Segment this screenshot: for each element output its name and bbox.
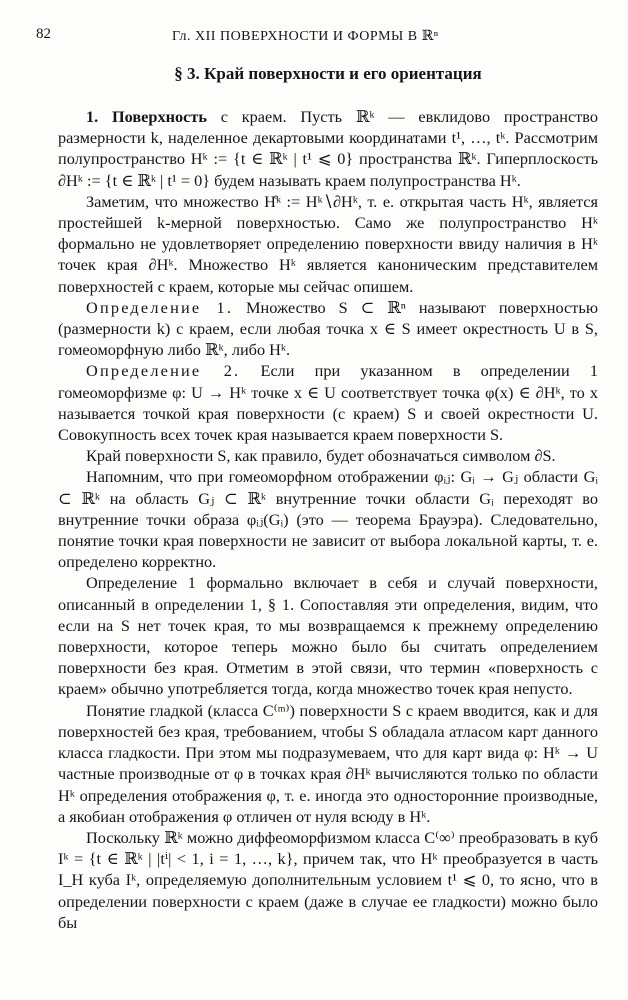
paragraph-7 [58,572,598,699]
paragraph-text: Множество S ⊂ ℝⁿ называют поверхностью (размерности k) с краем, если любая точка x ∈ S имеет окрестность U в S, гомеоморфную либо ℝᵏ, либо Hᵏ. [58,297,598,360]
definition-label: Определение 2. [86,361,241,381]
paragraph-8 [58,700,598,827]
paragraph-text: Понятие гладкой (класса C⁽ᵐ⁾) поверхности S с краем вводится, как и для поверхностей без края, требованием, чтобы S обладала атласом карт данного класса гладкости. При этом мы подразумеваем, что для карт вида φ: Hᵏ → U частные производные от φ в точках края ∂Hᵏ вычисляются только по области Hᵏ определения отображения φ, т. е. иногда это односторонние производные, а якобиан отображения φ отличен от нуля всюду в Hᵏ. [58,700,598,826]
paragraph-text: Напомним, что при гомеоморфном отображении φᵢⱼ: Gᵢ → Gⱼ области Gᵢ ⊂ ℝᵏ на область Gⱼ ⊂ ℝᵏ внутренние точки области Gᵢ переходят во внутренние точки образа φᵢⱼ(Gᵢ) (это — теорема Брауэра). Следовательно, понятие точки края поверхности не зависит от выбора локальной карты, т. е. определено корректно. [58,467,598,572]
paragraph-1 [58,106,598,191]
paragraph-text: с краем. Пусть ℝᵏ — евклидово пространство размерности k, наделенное декартовыми координатами t¹, …, tᵏ. Рассмотрим полупространство Hᵏ := {t ∈ ℝᵏ | t¹ ⩽ 0} пространства ℝᵏ. Гиперплоскость ∂Hᵏ := {t ∈ ℝᵏ | t¹ = 0} будем называть краем полупространства Hᵏ. [58,107,599,190]
page-header [36,0,598,44]
paragraph-text: Край поверхности S, как правило, будет обозначаться символом ∂S. [86,446,556,466]
paragraph-6 [58,466,598,572]
definition-1 [58,297,598,361]
subsection-heading: 1. Поверхность [86,107,207,126]
paragraph-9 [58,827,598,933]
paragraph-5 [58,445,598,466]
paragraph-text: Если при указанном в определении 1 гомеоморфизме φ: U → Hᵏ точке x ∈ U соответствует точка φ(x) ∈ ∂Hᵏ, то x называется точкой края поверхности (с краем) S и своей окрестности U. Совокупность всех точек края называется краем поверхности S. [58,361,598,445]
definition-2 [58,360,598,445]
paragraph-2 [58,191,598,297]
definition-label: Определение 1. [86,297,234,317]
section-title: § 3. Край поверхности и его ориентация [174,64,482,83]
paragraph-text: Поскольку ℝᵏ можно диффеоморфизмом класса C⁽∞⁾ преобразовать в куб Iᵏ = {t ∈ ℝᵏ | |tⁱ| < 1, i = 1, …, k}, причем так, что Hᵏ преобразуется в часть I_H куба Iᵏ, определяемую дополнительным условием t¹ ⩽ 0, то ясно, что в определении поверхности с краем (даже в случае ее гладкости) можно было бы [58,827,598,932]
page-number: 82 [36,26,51,42]
running-title: Гл. XII ПОВЕРХНОСТИ И ФОРМЫ В ℝⁿ [172,29,439,44]
paragraph-text: Заметим, что множество H̊ᵏ := Hᵏ∖∂Hᵏ, т. е. открытая часть Hᵏ, является простейшей k-мерной поверхностью. Само же полупространство Hᵏ формально не удовлетворяет определению поверхности ввиду наличия в Hᵏ точек края ∂Hᵏ. Множество Hᵏ является каноническим представителем поверхностей с краем, которые мы сейчас опишем. [58,191,598,296]
paragraph-text: Определение 1 формально включает в себя и случай поверхности, описанный в определении 1, § 1. Сопоставляя эти определения, видим, что если на S нет точек края, то мы возвращаемся к прежнему определению поверхности, которое теперь можно было бы считать определением поверхности без края. Отметим в этой связи, что термин «поверхность с краем» обычно употребляется тогда, когда множество точек края непусто. [58,573,598,699]
